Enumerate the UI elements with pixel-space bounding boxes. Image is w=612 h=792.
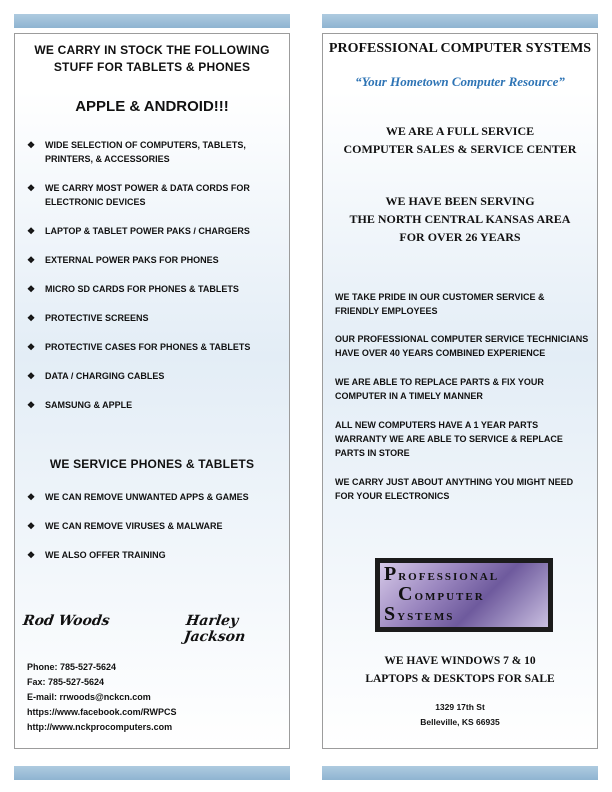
bullet-icon: ❖ <box>27 255 36 265</box>
paragraph-technicians: OUR PROFESSIONAL COMPUTER SERVICE TECHNICIANS HAVE OVER 40 YEARS COMBINED EXPERIENCE <box>335 334 589 358</box>
bullet-icon: ❖ <box>27 313 36 323</box>
facebook-link[interactable]: https://www.facebook.com/RWPCS <box>27 707 177 717</box>
bullet-icon: ❖ <box>27 342 36 352</box>
bullet-icon: ❖ <box>27 371 36 381</box>
bullet-icon: ❖ <box>27 400 36 410</box>
list-item: ❖ WE ALSO OFFER TRAINING <box>27 550 166 560</box>
top-bar-left <box>14 14 290 28</box>
address <box>323 700 597 730</box>
bullet-icon: ❖ <box>27 226 36 236</box>
signature-rod-woods: Rod Woods <box>21 613 111 629</box>
stock-heading: WE CARRY IN STOCK THE FOLLOWING STUFF FOR TABLETS & PHONES <box>34 43 270 74</box>
paragraph-customer-service: WE TAKE PRIDE IN OUR CUSTOMER SERVICE & FRIENDLY EMPLOYEES <box>335 292 545 316</box>
signature-harley-jackson: Harley Jackson <box>182 613 247 645</box>
bullet-icon: ❖ <box>27 183 36 193</box>
full-service-block: WE ARE A FULL SERVICE COMPUTER SALES & SERVICE CENTER <box>343 124 577 156</box>
website-link[interactable]: http://www.nckprocomputers.com <box>27 722 173 732</box>
fax-text: Fax: 785-527-5624 <box>27 677 105 687</box>
list-item: ❖ DATA / CHARGING CABLES <box>27 371 165 381</box>
address-city: Belleville, KS 66935 <box>420 717 500 727</box>
service-heading: WE SERVICE PHONES & TABLETS <box>49 457 255 471</box>
list-item: ❖ MICRO SD CARDS FOR PHONES & TABLETS <box>27 284 239 294</box>
left-panel <box>14 33 290 749</box>
list-item: ❖ WE CARRY MOST POWER & DATA CORDS FOR ELECTRONIC DEVICES <box>27 183 250 207</box>
list-item: ❖ PROTECTIVE SCREENS <box>27 313 149 323</box>
right-panel <box>322 33 598 749</box>
bottom-bar-right <box>322 766 598 780</box>
list-item: ❖ WE CAN REMOVE VIRUSES & MALWARE <box>27 521 223 531</box>
paragraph-electronics: WE CARRY JUST ABOUT ANYTHING YOU MIGHT NEED FOR YOUR ELECTRONICS <box>335 477 574 501</box>
email-link[interactable]: E-mail: rrwoods@nckcn.com <box>27 692 151 702</box>
top-bar-right <box>322 14 598 28</box>
brand-heading: APPLE & ANDROID!!! <box>75 98 229 115</box>
tagline: “Your Hometown Computer Resource” <box>355 74 565 89</box>
company-logo: PROFESSIONAL COMPUTER SYSTEMS <box>375 558 553 632</box>
paragraph-warranty: ALL NEW COMPUTERS HAVE A 1 YEAR PARTS WARRANTY WE ARE ABLE TO SERVICE & REPLACE PARTS IN STORE <box>335 420 563 458</box>
list-item: ❖ LAPTOP & TABLET POWER PAKS / CHARGERS <box>27 226 250 236</box>
bottom-bar-left <box>14 766 290 780</box>
serving-block: WE HAVE BEEN SERVING THE NORTH CENTRAL KANSAS AREA FOR OVER 26 YEARS <box>349 194 571 244</box>
windows-block: WE HAVE WINDOWS 7 & 10 LAPTOPS & DESKTOPS FOR SALE <box>365 655 555 685</box>
list-item: ❖ WE CAN REMOVE UNWANTED APPS & GAMES <box>27 492 249 502</box>
address-street: 1329 17th St <box>435 702 485 712</box>
service-list <box>25 490 281 577</box>
list-item: ❖ EXTERNAL POWER PAKS FOR PHONES <box>27 255 219 265</box>
list-item: ❖ SAMSUNG & APPLE <box>27 400 133 410</box>
bullet-icon: ❖ <box>27 140 36 150</box>
bullet-icon: ❖ <box>27 492 36 502</box>
bullet-icon: ❖ <box>27 284 36 294</box>
contact-info <box>27 660 177 735</box>
company-title: PROFESSIONAL COMPUTER SYSTEMS <box>328 41 592 56</box>
bullet-icon: ❖ <box>27 521 36 531</box>
stock-list <box>25 138 281 427</box>
paragraph-replace-parts: WE ARE ABLE TO REPLACE PARTS & FIX YOUR COMPUTER IN A TIMELY MANNER <box>335 377 544 401</box>
list-item: ❖ PROTECTIVE CASES FOR PHONES & TABLETS <box>27 342 251 352</box>
list-item: ❖ WIDE SELECTION OF COMPUTERS, TABLETS, PRINTERS, & ACCESSORIES <box>27 140 246 164</box>
phone-text: Phone: 785-527-5624 <box>27 662 117 672</box>
bullet-icon: ❖ <box>27 550 36 560</box>
